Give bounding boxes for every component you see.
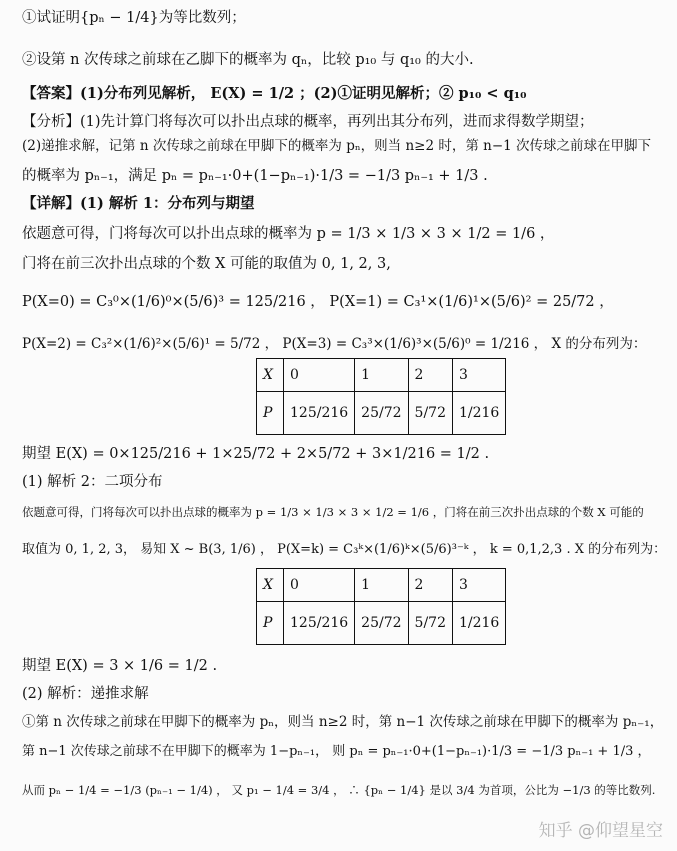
detail-line-3: P(X=0) = C₃⁰×(1/6)⁰×(5/6)³ = 125/216 ， P(X=1) = C₃¹×(1/6)¹×(5/6)² = 25/72 ， [22, 294, 614, 310]
table-cell: P [257, 602, 284, 645]
table-cell: 25/72 [355, 392, 408, 435]
watermark: 知乎 @仰望星空 [538, 821, 663, 841]
table-cell: 125/216 [284, 602, 355, 645]
table-cell: 0 [284, 569, 355, 602]
table-row [257, 602, 506, 645]
table-cell: 0 [284, 359, 355, 392]
table-cell: X [257, 569, 284, 602]
part2-line-2: 第 n−1 次传球之前球不在甲脚下的概率为 1−pₙ₋₁， 则 pₙ = pₙ₋₁·0+(1−pₙ₋₁)·1/3 = −1/3 pₙ₋₁ + 1/3 ， [22, 744, 651, 759]
table-cell: 1 [355, 569, 408, 602]
analysis-line-3: 的概率为 pₙ₋₁，满足 pₙ = pₙ₋₁·0+(1−pₙ₋₁)·1/3 = −1/3 pₙ₋₁ + 1/3 . [22, 168, 488, 184]
detail-line-2: 门将在前三次扑出点球的个数 X 可能的取值为 0, 1, 2, 3, [22, 256, 391, 272]
analysis-line-2: (2)递推求解，记第 n 次传球之前球在甲脚下的概率为 pₙ，则当 n≥2 时，第 n−1 次传球之前球在甲脚下 [22, 138, 652, 154]
table-cell: 2 [408, 569, 452, 602]
method2-heading: (1) 解析 2：二项分布 [22, 474, 163, 490]
answer-line: 【答案】(1)分布列见解析， E(X) = 1/2 ；(2)①证明见解析；② p₁₀ < q₁₀ [22, 85, 527, 102]
table-cell: X [257, 359, 284, 392]
part2-line-3: 从而 pₙ − 1/4 = −1/3 (pₙ₋₁ − 1/4) ， 又 p₁ − 1/4 = 3/4 ， ∴ {pₙ − 1/4} 是以 3/4 为首项，公比为 −1/3 的等比数列. [22, 783, 656, 797]
table-row [257, 569, 506, 602]
table-cell: 3 [452, 359, 505, 392]
distribution-table-2 [256, 568, 506, 645]
table-cell: 1 [355, 359, 408, 392]
table-row [257, 392, 506, 435]
table-cell: 2 [408, 359, 452, 392]
method2-line-2: 取值为 0, 1, 2, 3， 易知 X ~ B(3, 1/6) ， P(X=k) = C₃ᵏ×(1/6)ᵏ×(5/6)³⁻ᵏ ， k = 0,1,2,3 . X 的分布列为： [22, 542, 667, 557]
table-cell: 3 [452, 569, 505, 602]
method2-line-1: 依题意可得，门将每次可以扑出点球的概率为 p = 1/3 × 1/3 × 3 × 1/2 = 1/6 ，门将在前三次扑出点球的个数 X 可能的 [22, 505, 644, 519]
table-cell: 5/72 [408, 392, 452, 435]
part2-line-1: ①第 n 次传球之前球在甲脚下的概率为 pₙ，则当 n≥2 时，第 n−1 次传球之前球在甲脚下的概率为 pₙ₋₁， [22, 714, 664, 730]
table-cell: 1/216 [452, 392, 505, 435]
detail-line-1: 依题意可得，门将每次可以扑出点球的概率为 p = 1/3 × 1/3 × 3 × 1/2 = 1/6 ， [22, 226, 555, 242]
table-cell: 5/72 [408, 602, 452, 645]
part2-heading: (2) 解析：递推求解 [22, 686, 149, 702]
table-cell: 1/216 [452, 602, 505, 645]
text-line-2: ②设第 n 次传球之前球在乙脚下的概率为 qₙ，比较 p₁₀ 与 q₁₀ 的大小. [22, 52, 474, 68]
table-cell: P [257, 392, 284, 435]
expectation-line-1: 期望 E(X) = 0×125/216 + 1×25/72 + 2×5/72 + 3×1/216 = 1/2 . [22, 446, 490, 462]
detail-line-4: P(X=2) = C₃²×(1/6)²×(5/6)¹ = 5/72 ， P(X=3) = C₃³×(1/6)³×(5/6)⁰ = 1/216 ， X 的分布列为： [22, 336, 647, 352]
table-row [257, 359, 506, 392]
table-cell: 125/216 [284, 392, 355, 435]
distribution-table-1 [256, 358, 506, 435]
text-line-1: ①试证明{pₙ − 1/4}为等比数列； [22, 10, 246, 26]
detail-heading: 【详解】(1) 解析 1：分布列与期望 [22, 195, 255, 212]
expectation-line-2: 期望 E(X) = 3 × 1/6 = 1/2 . [22, 658, 218, 674]
analysis-line-1: 【分析】(1)先计算门将每次可以扑出点球的概率，再列出其分布列，进而求得数学期望； [22, 114, 594, 130]
table-cell: 25/72 [355, 602, 408, 645]
